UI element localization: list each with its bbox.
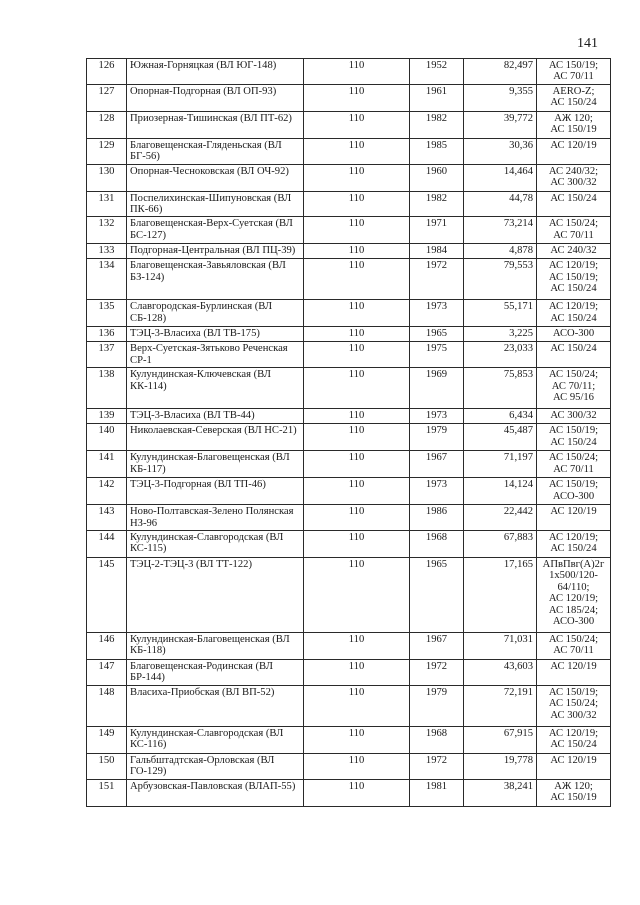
length-cell: 79,553 [464,259,537,300]
line-name-cell: Арбузовская-Павловская (ВЛАП-55) [127,779,304,806]
line-name-cell: Верх-Суетская-Зятьково Реченская СР-1 [127,342,304,368]
length-cell: 72,191 [464,685,537,726]
length-cell: 71,031 [464,633,537,660]
year-cell: 1972 [410,660,464,686]
voltage-cell: 110 [304,779,410,806]
year-cell: 1965 [410,558,464,633]
year-cell: 1952 [410,59,464,85]
wire-type-cell: АС 150/19; АС 150/24; АС 300/32 [537,685,611,726]
voltage-cell: 110 [304,59,410,85]
length-cell: 22,442 [464,505,537,531]
line-name-cell: Кулундинская-Славгородская (ВЛ КС-115) [127,531,304,558]
year-cell: 1968 [410,531,464,558]
length-cell: 30,36 [464,138,537,164]
length-cell: 67,883 [464,531,537,558]
length-cell: 6,434 [464,409,537,424]
line-name-cell: Приозерная-Тишинская (ВЛ ПТ-62) [127,111,304,138]
wire-type-cell: АС 150/24 [537,342,611,368]
page-number: 141 [577,36,598,51]
line-name-cell: Ново-Полтавская-Зелено Полянская НЗ-96 [127,505,304,531]
row-number-cell: 144 [87,531,127,558]
voltage-cell: 110 [304,753,410,779]
line-name-cell: Кулундинская-Благовещенская (ВЛ КБ-117) [127,451,304,478]
length-cell: 44,78 [464,191,537,217]
voltage-cell: 110 [304,531,410,558]
length-cell: 45,487 [464,424,537,451]
length-cell: 55,171 [464,300,537,327]
voltage-cell: 110 [304,368,410,409]
power-lines-table [86,58,611,807]
wire-type-cell: АС 150/19; АС 70/11 [537,59,611,85]
wire-type-cell: АС 120/19; АС 150/24 [537,300,611,327]
line-name-cell: Кулундинская-Ключевская (ВЛ КК-114) [127,368,304,409]
wire-type-cell: АС 300/32 [537,409,611,424]
year-cell: 1984 [410,244,464,259]
length-cell: 39,772 [464,111,537,138]
row-number-cell: 129 [87,138,127,164]
table-row [87,217,611,244]
line-name-cell: Поспелихинская-Шипуновская (ВЛ ПК-66) [127,191,304,217]
table-row [87,660,611,686]
length-cell: 43,603 [464,660,537,686]
table-row [87,779,611,806]
table-row [87,451,611,478]
wire-type-cell: АС 150/19; АС 150/24 [537,424,611,451]
wire-type-cell: АС 120/19 [537,660,611,686]
year-cell: 1985 [410,138,464,164]
length-cell: 14,124 [464,478,537,505]
length-cell: 82,497 [464,59,537,85]
wire-type-cell: АС 120/19; АС 150/24 [537,726,611,753]
year-cell: 1986 [410,505,464,531]
voltage-cell: 110 [304,478,410,505]
voltage-cell: 110 [304,84,410,111]
row-number-cell: 134 [87,259,127,300]
table-row [87,726,611,753]
wire-type-cell: АС 120/19; АС 150/24 [537,531,611,558]
length-cell: 73,214 [464,217,537,244]
wire-type-cell: АС 120/19 [537,505,611,531]
voltage-cell: 110 [304,244,410,259]
table-row [87,558,611,633]
year-cell: 1972 [410,753,464,779]
row-number-cell: 135 [87,300,127,327]
year-cell: 1961 [410,84,464,111]
line-name-cell: ТЭЦ-2-ТЭЦ-3 (ВЛ ТТ-122) [127,558,304,633]
table-row [87,753,611,779]
row-number-cell: 136 [87,327,127,342]
wire-type-cell: АС 150/24; АС 70/11 [537,217,611,244]
table-row [87,478,611,505]
year-cell: 1975 [410,342,464,368]
row-number-cell: 149 [87,726,127,753]
line-name-cell: Подгорная-Центральная (ВЛ ПЦ-39) [127,244,304,259]
wire-type-cell: АС 240/32; АС 300/32 [537,164,611,191]
row-number-cell: 138 [87,368,127,409]
voltage-cell: 110 [304,111,410,138]
voltage-cell: 110 [304,633,410,660]
row-number-cell: 128 [87,111,127,138]
row-number-cell: 132 [87,217,127,244]
line-name-cell: Благовещенская-Верх-Суетская (ВЛ БС-127) [127,217,304,244]
row-number-cell: 127 [87,84,127,111]
voltage-cell: 110 [304,191,410,217]
length-cell: 17,165 [464,558,537,633]
table-row [87,409,611,424]
year-cell: 1973 [410,300,464,327]
length-cell: 23,033 [464,342,537,368]
voltage-cell: 110 [304,164,410,191]
wire-type-cell: АС 150/24 [537,191,611,217]
line-name-cell: Южная-Горняцкая (ВЛ ЮГ-148) [127,59,304,85]
wire-type-cell: АС 150/19; АСО-300 [537,478,611,505]
table-row [87,685,611,726]
wire-type-cell: AERO-Z; АС 150/24 [537,84,611,111]
row-number-cell: 146 [87,633,127,660]
wire-type-cell: АС 150/24; АС 70/11; АС 95/16 [537,368,611,409]
wire-type-cell: АЖ 120; АС 150/19 [537,111,611,138]
year-cell: 1967 [410,633,464,660]
line-name-cell: Николаевская-Северская (ВЛ НС-21) [127,424,304,451]
voltage-cell: 110 [304,409,410,424]
year-cell: 1971 [410,217,464,244]
voltage-cell: 110 [304,660,410,686]
wire-type-cell: АЖ 120; АС 150/19 [537,779,611,806]
row-number-cell: 126 [87,59,127,85]
row-number-cell: 151 [87,779,127,806]
voltage-cell: 110 [304,327,410,342]
line-name-cell: ТЭЦ-3-Власиха (ВЛ ТВ-175) [127,327,304,342]
line-name-cell: Благовещенская-Родинская (ВЛ БР-144) [127,660,304,686]
wire-type-cell: АС 120/19; АС 150/19; АС 150/24 [537,259,611,300]
table-row [87,633,611,660]
year-cell: 1982 [410,111,464,138]
wire-type-cell: АС 120/19 [537,753,611,779]
line-name-cell: ТЭЦ-3-Подгорная (ВЛ ТП-46) [127,478,304,505]
line-name-cell: Гальбштадтская-Орловская (ВЛ ГО-129) [127,753,304,779]
table-row [87,111,611,138]
row-number-cell: 150 [87,753,127,779]
table-row [87,138,611,164]
row-number-cell: 142 [87,478,127,505]
wire-type-cell: АС 150/24; АС 70/11 [537,451,611,478]
length-cell: 67,915 [464,726,537,753]
row-number-cell: 145 [87,558,127,633]
row-number-cell: 147 [87,660,127,686]
length-cell: 9,355 [464,84,537,111]
year-cell: 1967 [410,451,464,478]
wire-type-cell: АСО-300 [537,327,611,342]
table-row [87,164,611,191]
table-row [87,259,611,300]
line-name-cell: Опорная-Подгорная (ВЛ ОП-93) [127,84,304,111]
year-cell: 1979 [410,685,464,726]
table-row [87,59,611,85]
year-cell: 1973 [410,409,464,424]
length-cell: 38,241 [464,779,537,806]
year-cell: 1979 [410,424,464,451]
line-name-cell: Опорная-Чесноковская (ВЛ ОЧ-92) [127,164,304,191]
voltage-cell: 110 [304,342,410,368]
voltage-cell: 110 [304,451,410,478]
year-cell: 1969 [410,368,464,409]
voltage-cell: 110 [304,300,410,327]
table-row [87,368,611,409]
table-row [87,300,611,327]
row-number-cell: 133 [87,244,127,259]
table-row [87,505,611,531]
voltage-cell: 110 [304,424,410,451]
voltage-cell: 110 [304,138,410,164]
line-name-cell: Славгородская-Бурлинская (ВЛ СБ-128) [127,300,304,327]
wire-type-cell: АС 150/24; АС 70/11 [537,633,611,660]
voltage-cell: 110 [304,726,410,753]
year-cell: 1981 [410,779,464,806]
wire-type-cell: АС 120/19 [537,138,611,164]
voltage-cell: 110 [304,558,410,633]
row-number-cell: 143 [87,505,127,531]
line-name-cell: Благовещенская-Гляденьская (ВЛ БГ-56) [127,138,304,164]
voltage-cell: 110 [304,505,410,531]
length-cell: 75,853 [464,368,537,409]
length-cell: 3,225 [464,327,537,342]
voltage-cell: 110 [304,217,410,244]
table-row [87,342,611,368]
table-row [87,531,611,558]
year-cell: 1968 [410,726,464,753]
voltage-cell: 110 [304,259,410,300]
row-number-cell: 130 [87,164,127,191]
line-name-cell: Благовещенская-Завьяловская (ВЛ БЗ-124) [127,259,304,300]
row-number-cell: 141 [87,451,127,478]
row-number-cell: 148 [87,685,127,726]
table-row [87,424,611,451]
year-cell: 1972 [410,259,464,300]
line-name-cell: Кулундинская-Благовещенская (ВЛ КБ-118) [127,633,304,660]
row-number-cell: 137 [87,342,127,368]
line-name-cell: ТЭЦ-3-Власиха (ВЛ ТВ-44) [127,409,304,424]
wire-type-cell: АС 240/32 [537,244,611,259]
length-cell: 4,878 [464,244,537,259]
length-cell: 19,778 [464,753,537,779]
row-number-cell: 131 [87,191,127,217]
table-row [87,327,611,342]
wire-type-cell: АПвПвг(А)2г 1x500/120- 64/110; АС 120/19; АС 185/24; АСО-300 [537,558,611,633]
row-number-cell: 139 [87,409,127,424]
year-cell: 1982 [410,191,464,217]
length-cell: 14,464 [464,164,537,191]
line-name-cell: Власиха-Приобская (ВЛ ВП-52) [127,685,304,726]
table-row [87,191,611,217]
table-row [87,84,611,111]
line-name-cell: Кулундинская-Славгородская (ВЛ КС-116) [127,726,304,753]
table-row [87,244,611,259]
year-cell: 1973 [410,478,464,505]
length-cell: 71,197 [464,451,537,478]
row-number-cell: 140 [87,424,127,451]
voltage-cell: 110 [304,685,410,726]
year-cell: 1965 [410,327,464,342]
year-cell: 1960 [410,164,464,191]
